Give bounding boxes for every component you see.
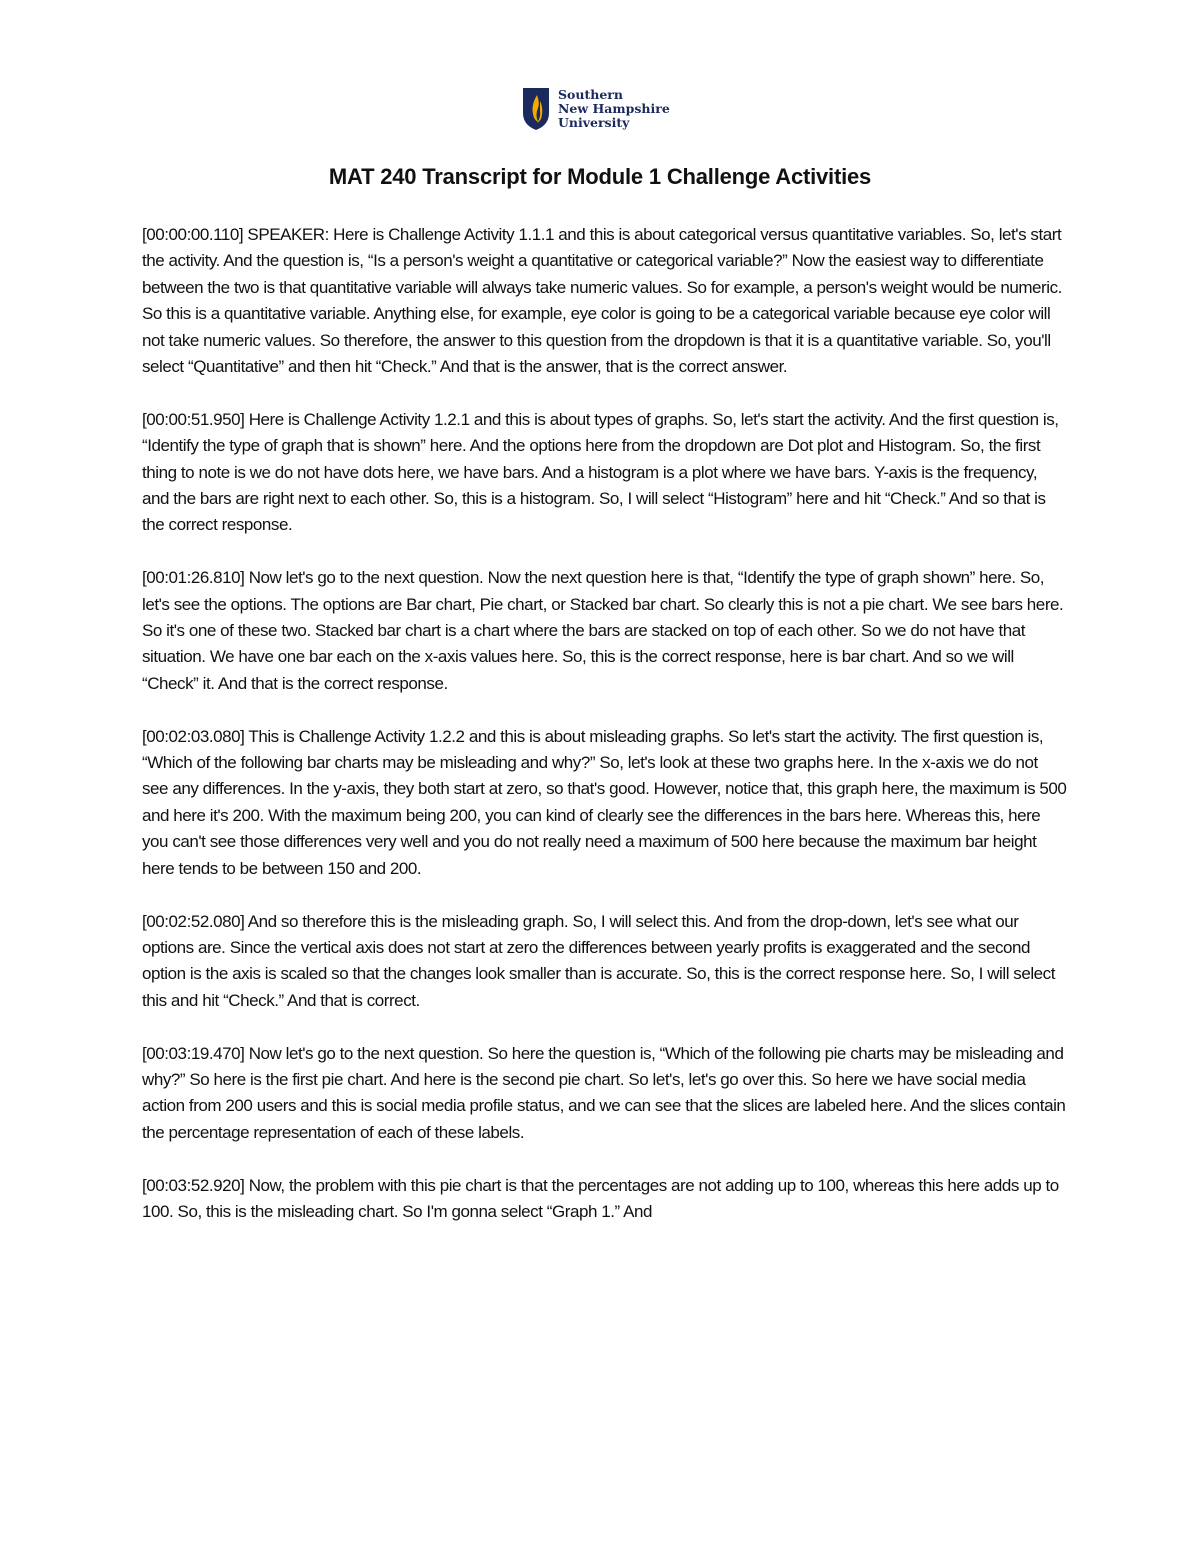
paragraph-text: Here is Challenge Activity 1.2.1 and this is about types of graphs. So, let's start the activity. And the first question is, “Identify the type of graph that is shown” here. And the options here from the dropdown are Dot plot and Histogram. So, the first thing to note is we do not have dots here, we have bars. And a histogram is a plot where we have bars. Y-axis is the frequency, and the bars are right next to each other. So, this is a histogram. So, I will select “Histogram” here and hit “Check.” And so that is the correct response. bbox=[142, 409, 1059, 535]
paragraph-text: Now, the problem with this pie chart is that the percentages are not adding up to 100, whereas this here adds up to 100. So, this is the misleading chart. So I'm gonna select “Graph 1.” And bbox=[142, 1175, 1059, 1221]
paragraph-text: This is Challenge Activity 1.2.2 and this is about misleading graphs. So let's start the activity. The first question is, “Which of the following bar charts may be misleading and why?” So, let's look at these two graphs here. In the x-axis we do not see any differences. In the y-axis, they both start at zero, so that's good. However, notice that, this graph here, the maximum is 500 and here it's 200. With the maximum being 200, you can kind of clearly see the differences in the bars here. Whereas this, here you can't see those differences very well and you do not really need a maximum of 500 here because the maximum bar height here tends to be between 150 and 200. bbox=[142, 726, 1067, 878]
timestamp: [00:01:26.810] bbox=[142, 568, 245, 588]
paragraph-text: Now let's go to the next question. Now the next question here is that, “Identify the type of graph shown” here. So, let's see the options. The options are Bar chart, Pie chart, or Stacked bar chart. So clearly this is not a pie chart. We see bars here. So it's one of these two. Stacked bar chart is a chart where the bars are stacked on top of each other. So we do not have that situation. We have one bar each on the x-axis values here. So, this is the correct response, here is bar chart. And so we will “Check” it. And that is the correct response. bbox=[142, 568, 1064, 693]
paragraph-text: SPEAKER: Here is Challenge Activity 1.1.1 and this is about categorical versus quantitative variables. So, let's start the activity. And the question is, “Is a person's weight a quantitative or categorical variable?” Now the easiest way to differentiate between the two is that quantitative variable will always take numeric values. So for example, a person's weight would be numeric. So this is a quantitative variable. Anything else, for example, eye color is going to be a categorical variable because eye color will not take numeric values. So therefore, the answer to this question from the dropdown is that it is a quantitative variable. So, you'll select “Quantitative” and then hit “Check.” And that is the answer, that is the correct answer. bbox=[142, 225, 1062, 377]
logo-line-1: Southern bbox=[558, 87, 623, 102]
transcript-paragraph bbox=[142, 724, 1067, 882]
transcript-paragraph bbox=[142, 565, 1067, 697]
timestamp: [00:00:00.110] bbox=[142, 225, 244, 244]
paragraph-text: Now let's go to the next question. So here the question is, “Which of the following pie charts may be misleading and why?” So here is the first pie chart. And here is the second pie chart. So let's, let's go over this. So here we have social media action from 200 users and this is social media profile status, and we can see that the slices are labeled here. And the slices contain the percentage representation of each of these labels. bbox=[142, 1043, 1066, 1142]
timestamp: [00:02:03.080] bbox=[142, 726, 245, 746]
transcript-paragraph bbox=[142, 909, 1067, 1015]
logo-line-3: University bbox=[558, 115, 630, 130]
snhu-logo bbox=[522, 84, 670, 134]
logo-line-2: New Hampshire bbox=[558, 101, 670, 116]
transcript-paragraph bbox=[142, 407, 1067, 539]
transcript-body bbox=[142, 222, 1067, 1252]
logo-wordmark bbox=[558, 88, 670, 130]
timestamp: [00:03:52.920] bbox=[142, 1175, 245, 1195]
page-title: MAT 240 Transcript for Module 1 Challenge Activities bbox=[328, 164, 872, 189]
timestamp: [00:03:19.470] bbox=[142, 1043, 245, 1063]
transcript-paragraph bbox=[142, 222, 1067, 380]
transcript-paragraph bbox=[142, 1041, 1067, 1147]
timestamp: [00:02:52.080] bbox=[142, 911, 245, 931]
transcript-paragraph bbox=[142, 1173, 1067, 1226]
paragraph-text: And so therefore this is the misleading graph. So, I will select this. And from the drop-down, let's see what our options are. Since the vertical axis does not start at zero the differences between yearly profits is exaggerated and the second option is the axis is scaled so that the changes look smaller than is accurate. So, this is the correct response here. So, I will select this and hit “Check.” And that is correct. bbox=[142, 911, 1056, 1010]
shield-flame-icon bbox=[522, 87, 550, 131]
timestamp: [00:00:51.950] bbox=[142, 409, 245, 429]
